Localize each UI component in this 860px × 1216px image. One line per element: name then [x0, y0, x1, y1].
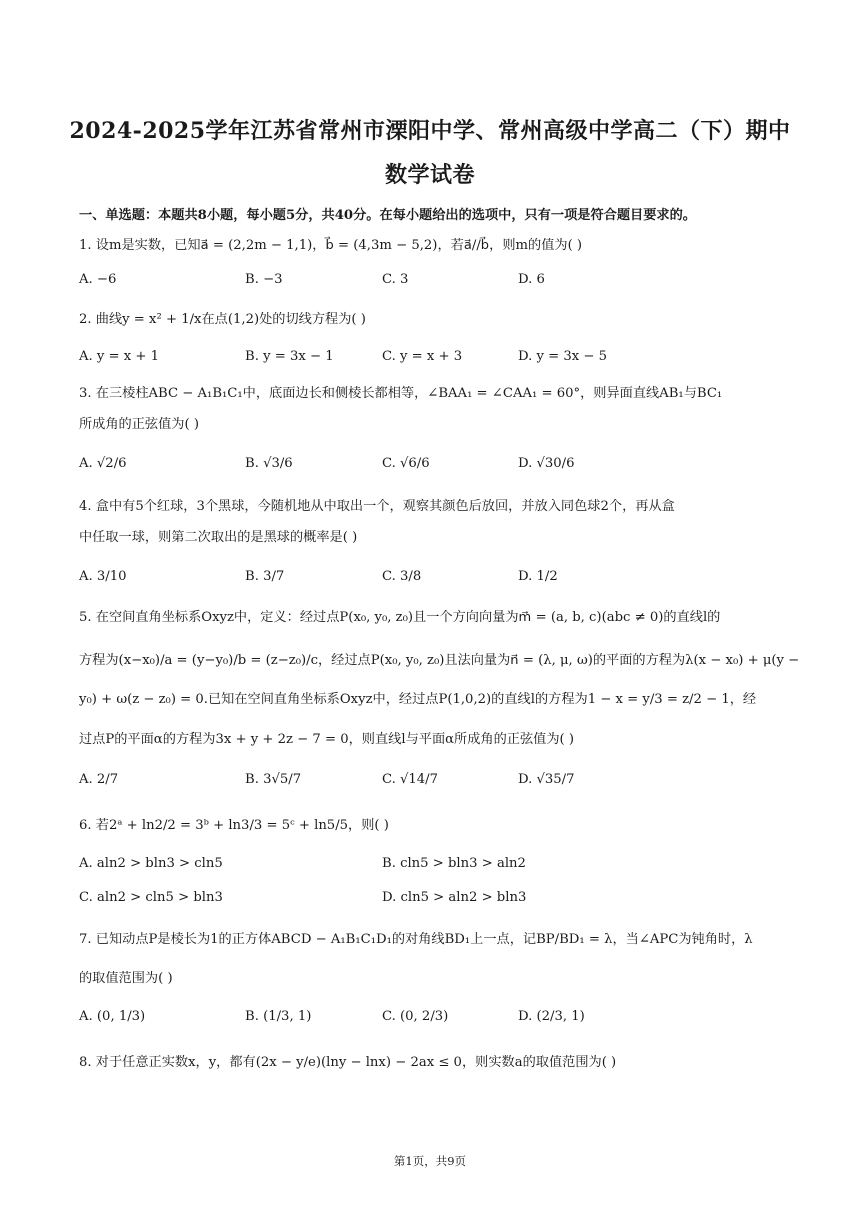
question-8-line-1: 8. 对于任意正实数x，y，都有(2x − y/e)(lny − lnx) − 2ax ≤ 0，则实数a的取值范围为( ) [79, 1055, 617, 1070]
question-5-line-1: 5. 在空间直角坐标系Oxyz中，定义：经过点P(x₀, y₀, z₀)且一个方向向量为m⃗ = (a, b, c)(abc ≠ 0)的直线l的 [79, 610, 721, 625]
q3-option-a: A. √2/6 [79, 456, 127, 471]
question-6-line-1: 6. 若2ᵃ + ln2/2 = 3ᵇ + ln3/3 = 5ᶜ + ln5/5，则( ) [79, 818, 389, 833]
question-3-line-1: 3. 在三棱柱ABC − A₁B₁C₁中，底面边长和侧棱长都相等，∠BAA₁ = ∠CAA₁ = 60°，则异面直线AB₁与BC₁ [79, 386, 723, 401]
q1-option-a: A. −6 [79, 272, 117, 287]
q5-option-d: D. √35/7 [518, 772, 575, 787]
q1-option-c: C. 3 [382, 272, 409, 287]
exam-title-line2: 数学试卷 [384, 162, 475, 188]
question-4-line-1: 4. 盒中有5个红球，3个黑球，今随机地从中取出一个，观察其颜色后放回，并放入同色球2个，再从盒 [79, 499, 675, 514]
section-heading: 一、单选题：本题共8小题，每小题5分，共40分。在每小题给出的选项中，只有一项是符合题目要求的。 [79, 208, 696, 223]
q4-option-b: B. 3/7 [245, 569, 285, 584]
q7-option-c: C. (0, 2/3) [382, 1009, 449, 1024]
q2-option-a: A. y = x + 1 [79, 349, 160, 364]
q4-option-a: A. 3/10 [79, 569, 127, 584]
question-3-line-2: 所成角的正弦值为( ) [79, 417, 199, 432]
q6-option-b: B. cln5 > bln3 > aln2 [382, 856, 526, 871]
question-7-line-2: 的取值范围为( ) [79, 971, 173, 986]
exam-title-line1: 2024-2025学年江苏省常州市溧阳中学、常州高级中学高二（下）期中 [69, 118, 791, 144]
q1-option-d: D. 6 [518, 272, 545, 287]
question-4-line-2: 中任取一球，则第二次取出的是黑球的概率是( ) [79, 530, 358, 545]
q1-option-b: B. −3 [245, 272, 283, 287]
question-2-line-1: 2. 曲线y = x² + 1/x在点(1,2)处的切线方程为( ) [79, 312, 366, 327]
q4-option-d: D. 1/2 [518, 569, 558, 584]
q2-option-c: C. y = x + 3 [382, 349, 463, 364]
question-7-line-1: 7. 已知动点P是棱长为1的正方体ABCD − A₁B₁C₁D₁的对角线BD₁上一点，记BP/BD₁ = λ，当∠APC为钝角时，λ [79, 932, 753, 947]
page-footer: 第1页，共9页 [393, 1154, 467, 1168]
q2-option-b: B. y = 3x − 1 [245, 349, 334, 364]
q2-option-d: D. y = 3x − 5 [518, 349, 608, 364]
question-1-line-1: 1. 设m是实数，已知a⃗ = (2,2m − 1,1)，b⃗ = (4,3m − 5,2)，若a⃗//b⃗，则m的值为( ) [79, 238, 583, 253]
q5-option-a: A. 2/7 [79, 772, 119, 787]
q6-option-d: D. cln5 > aln2 > bln3 [382, 890, 527, 905]
q3-option-c: C. √6/6 [382, 456, 430, 471]
q7-option-d: D. (2/3, 1) [518, 1009, 585, 1024]
q3-option-d: D. √30/6 [518, 456, 575, 471]
q6-option-a: A. aln2 > bln3 > cln5 [79, 856, 223, 871]
q7-option-b: B. (1/3, 1) [245, 1009, 312, 1024]
q7-option-a: A. (0, 1/3) [79, 1009, 146, 1024]
question-5-line-4: 过点P的平面α的方程为3x + y + 2z − 7 = 0，则直线l与平面α所成角的正弦值为( ) [79, 732, 575, 747]
question-5-line-3: y₀) + ω(z − z₀) = 0.已知在空间直角坐标系Oxyz中，经过点P(1,0,2)的直线l的方程为1 − x = y/3 = z/2 − 1，经 [79, 692, 757, 707]
q6-option-c: C. aln2 > cln5 > bln3 [79, 890, 223, 905]
q4-option-c: C. 3/8 [382, 569, 422, 584]
q3-option-b: B. √3/6 [245, 456, 293, 471]
q5-option-b: B. 3√5/7 [245, 772, 302, 787]
question-5-line-2: 方程为(x−x₀)/a = (y−y₀)/b = (z−z₀)/c，经过点P(x₀, y₀, z₀)且法向量为n⃗ = (λ, μ, ω)的平面的方程为λ(x − x₀) + μ(y − [79, 653, 800, 668]
q5-option-c: C. √14/7 [382, 772, 439, 787]
